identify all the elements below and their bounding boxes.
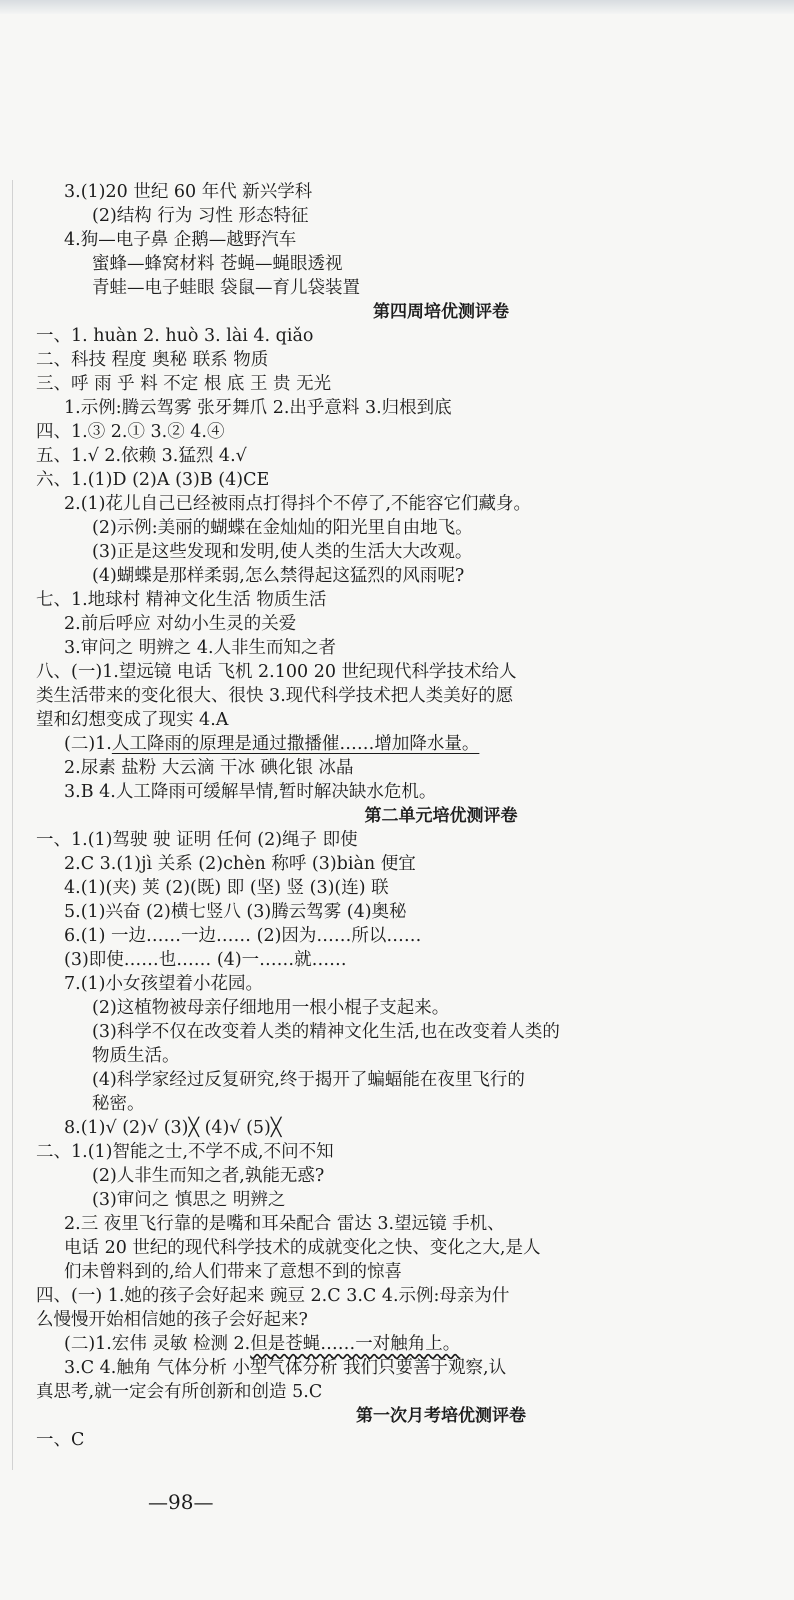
answer-line: 2.(1)花儿自己已经被雨点打得抖个不停了,不能容它们藏身。 xyxy=(64,494,532,514)
answer-line: 六、1.(1)D (2)A (3)B (4)CE xyxy=(36,470,270,490)
answer-line: 8.(1)√ (2)√ (3)╳ (4)√ (5)╳ xyxy=(64,1118,282,1138)
answer-line: 3.C 4.触角 气体分析 小型气体分析 我们只要善于观察,认 xyxy=(64,1358,507,1378)
answer-text: (二)1.宏伟 灵敏 检测 2. xyxy=(64,1334,251,1354)
answer-line: 四、(一) 1.她的孩子会好起来 豌豆 2.C 3.C 4.示例:母亲为什 xyxy=(36,1286,510,1306)
answer-line: 五、1.√ 2.依赖 3.猛烈 4.√ xyxy=(36,446,247,466)
section-title: 第二单元培优测评卷 xyxy=(364,806,518,826)
answer-line: 二、1.(1)智能之士,不学不成,不问不知 xyxy=(36,1142,334,1162)
answer-line: (3)审问之 慎思之 明辨之 xyxy=(92,1190,286,1210)
answer-line: 3.B 4.人工降雨可缓解旱情,暂时解决缺水危机。 xyxy=(64,782,437,802)
answer-line: 3.(1)20 世纪 60 年代 新兴学科 xyxy=(64,182,313,202)
answer-line: 4.狗—电子鼻 企鹅—越野汽车 xyxy=(64,230,297,250)
answer-line: 电话 20 世纪的现代科学技术的成就变化之快、变化之大,是人 xyxy=(64,1238,541,1258)
answer-line: 2.尿素 盐粉 大云滴 干冰 碘化银 冰晶 xyxy=(64,758,354,778)
marked-sentence: 人工降雨的原理是通过撒播催……增加降水量。 xyxy=(111,734,480,754)
answer-line: 2.三 夜里飞行靠的是嘴和耳朵配合 雷达 3.望远镜 手机、 xyxy=(64,1214,505,1234)
answer-line: 真思考,就一定会有所创新和创造 5.C xyxy=(36,1382,323,1402)
answer-line: 物质生活。 xyxy=(92,1046,180,1066)
answer-line: 七、1.地球村 精神文化生活 物质生活 xyxy=(36,590,327,610)
answer-line: (3)即使……也…… (4)一……就…… xyxy=(64,950,347,970)
scan-top-edge xyxy=(0,0,794,14)
answer-line: (3)科学不仅在改变着人类的精神文化生活,也在改变着人类的 xyxy=(92,1022,560,1042)
answer-line: 二、科技 程度 奥秘 联系 物质 xyxy=(36,350,269,370)
answer-line: 一、C xyxy=(36,1430,85,1450)
answer-line: (4)科学家经过反复研究,终于揭开了蝙蝠能在夜里飞行的 xyxy=(92,1070,525,1090)
answer-line: 4.(1)(夹) 荚 (2)(既) 即 (坚) 竖 (3)(连) 联 xyxy=(64,878,389,898)
answer-line: 6.(1) 一边……一边…… (2)因为……所以…… xyxy=(64,926,422,946)
answer-line: 四、1.③ 2.① 3.② 4.④ xyxy=(36,422,225,442)
answer-line: 一、1. huàn 2. huò 3. lài 4. qiǎo xyxy=(36,326,314,346)
answer-line: 三、呼 雨 乎 料 不定 根 底 王 贵 无光 xyxy=(36,374,332,394)
answer-line: 望和幻想变成了现实 4.A xyxy=(36,710,229,730)
answer-line xyxy=(36,732,756,756)
answer-line: 1.示例:腾云驾雾 张牙舞爪 2.出乎意料 3.归根到底 xyxy=(64,398,452,418)
answer-line: 7.(1)小女孩望着小花园。 xyxy=(64,974,263,994)
section-title: 第四周培优测评卷 xyxy=(373,302,509,322)
answer-line: 八、(一)1.望远镜 电话 飞机 2.100 20 世纪现代科学技术给人 xyxy=(36,662,517,682)
section-title: 第一次月考培优测评卷 xyxy=(356,1406,526,1426)
answer-line: (2)结构 行为 习性 形态特征 xyxy=(92,206,309,226)
answer-line: 们未曾料到的,给人们带来了意想不到的惊喜 xyxy=(64,1262,403,1282)
marked-sentence: 但是苍蝇……一对触角上。 xyxy=(250,1334,461,1354)
binding-margin-line xyxy=(12,180,13,1470)
answer-text: (二)1. xyxy=(64,734,112,754)
answer-line: 2.C 3.(1)jì 关系 (2)chèn 称呼 (3)biàn 便宜 xyxy=(64,854,416,874)
answer-line: 3.审问之 明辨之 4.人非生而知之者 xyxy=(64,638,337,658)
answer-content xyxy=(36,180,756,1452)
answer-line: 秘密。 xyxy=(92,1094,145,1114)
answer-line: 2.前后呼应 对幼小生灵的关爱 xyxy=(64,614,297,634)
answer-line: 蜜蜂—蜂窝材料 苍蝇—蝇眼透视 xyxy=(92,254,343,274)
page-number: —98— xyxy=(148,1490,214,1514)
answer-line: 一、1.(1)驾驶 驶 证明 任何 (2)绳子 即使 xyxy=(36,830,358,850)
answer-line: 类生活带来的变化很大、很快 3.现代科学技术把人类美好的愿 xyxy=(36,686,514,706)
answer-line: (2)这植物被母亲仔细地用一根小棍子支起来。 xyxy=(92,998,450,1018)
answer-line xyxy=(36,1332,756,1356)
answer-line: (2)人非生而知之者,孰能无惑? xyxy=(92,1166,325,1186)
answer-line: (4)蝴蝶是那样柔弱,怎么禁得起这猛烈的风雨呢? xyxy=(92,566,465,586)
answer-line: 5.(1)兴奋 (2)横七竖八 (3)腾云驾雾 (4)奥秘 xyxy=(64,902,407,922)
answer-line: 青蛙—电子蛙眼 袋鼠—育儿袋装置 xyxy=(92,278,361,298)
answer-line: (2)示例:美丽的蝴蝶在金灿灿的阳光里自由地飞。 xyxy=(92,518,473,538)
answer-line: (3)正是这些发现和发明,使人类的生活大大改观。 xyxy=(92,542,473,562)
answer-line: 么慢慢开始相信她的孩子会好起来? xyxy=(36,1310,308,1330)
